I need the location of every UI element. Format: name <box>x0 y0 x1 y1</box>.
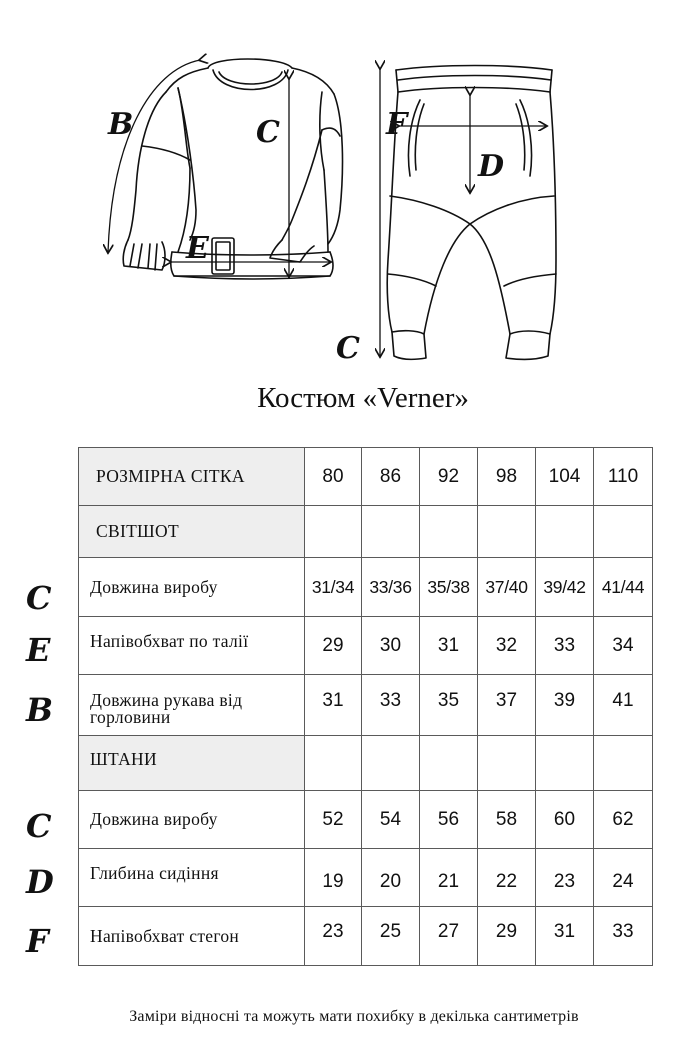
table-cell: 25 <box>362 907 420 966</box>
size-header: 98 <box>478 448 536 506</box>
table-cell: 30 <box>362 617 420 675</box>
table-cell: 29 <box>305 617 362 675</box>
table-row <box>79 675 653 736</box>
table-cell: 22 <box>478 849 536 907</box>
section-title: ШТАНИ <box>79 736 305 791</box>
table-cell: 58 <box>478 791 536 849</box>
garment-illustration <box>0 0 700 370</box>
table-row <box>79 907 653 966</box>
hip-label: F <box>386 107 408 142</box>
size-header: 110 <box>594 448 653 506</box>
row-label: Довжина виробу <box>79 791 305 849</box>
table-cell: 29 <box>478 907 536 966</box>
table-cell: 19 <box>305 849 362 907</box>
table-row <box>79 849 653 907</box>
row-label: Довжина рукава від горловини <box>79 675 305 736</box>
row-label: Напівобхват стегон <box>79 907 305 966</box>
table-cell: 52 <box>305 791 362 849</box>
row-label: Довжина виробу <box>79 558 305 617</box>
sleeve-label: B <box>108 107 134 142</box>
row-marker-waist: E <box>26 631 51 669</box>
table-cell: 23 <box>536 849 594 907</box>
table-cell: 37 <box>478 675 536 736</box>
pants-length-label: C <box>336 331 360 366</box>
table-cell: 62 <box>594 791 653 849</box>
row-label: Глибина сидіння <box>79 849 305 907</box>
table-cell: 39 <box>536 675 594 736</box>
table-cell: 24 <box>594 849 653 907</box>
table-cell: 32 <box>478 617 536 675</box>
table-row <box>79 617 653 675</box>
product-title: Костюм «Verner» <box>257 382 469 414</box>
waist-label: E <box>186 231 209 266</box>
size-header: 80 <box>305 448 362 506</box>
table-cell: 33 <box>536 617 594 675</box>
table-cell: 34 <box>594 617 653 675</box>
row-marker-seat: D <box>26 863 54 901</box>
table-cell: 56 <box>420 791 478 849</box>
section-title: СВІТШОТ <box>79 506 305 558</box>
row-marker-hip: F <box>26 922 49 960</box>
header-label: РОЗМІРНА СІТКА <box>79 448 305 506</box>
size-header: 104 <box>536 448 594 506</box>
table-cell: 33/36 <box>362 558 420 617</box>
table-cell: 20 <box>362 849 420 907</box>
pants-drawing <box>387 66 556 360</box>
row-marker-sweatshirt-length: C <box>26 579 52 617</box>
table-cell: 31 <box>420 617 478 675</box>
table-header-row <box>79 448 653 506</box>
row-marker-sleeve: B <box>26 691 54 729</box>
size-header: 86 <box>362 448 420 506</box>
table-cell: 27 <box>420 907 478 966</box>
size-chart-table <box>78 447 653 966</box>
table-cell: 35/38 <box>420 558 478 617</box>
section-row-pants <box>79 736 653 791</box>
table-row <box>79 791 653 849</box>
row-marker-pants-length: C <box>26 807 52 845</box>
table-cell: 37/40 <box>478 558 536 617</box>
table-cell: 54 <box>362 791 420 849</box>
table-cell: 31 <box>305 675 362 736</box>
table-cell: 21 <box>420 849 478 907</box>
table-cell: 33 <box>594 907 653 966</box>
footnote: Заміри відносні та можуть мати похибку в декілька сантиметрів <box>129 1008 579 1025</box>
table-cell: 33 <box>362 675 420 736</box>
row-label: Напівобхват по талії <box>79 617 305 675</box>
table-row <box>79 558 653 617</box>
seat-label: D <box>478 149 505 184</box>
table-cell: 31/34 <box>305 558 362 617</box>
section-row-sweatshirt <box>79 506 653 558</box>
table-cell: 23 <box>305 907 362 966</box>
table-cell: 60 <box>536 791 594 849</box>
table-cell: 31 <box>536 907 594 966</box>
sweatshirt-drawing <box>123 59 342 279</box>
table-cell: 41 <box>594 675 653 736</box>
size-header: 92 <box>420 448 478 506</box>
sweatshirt-length-label: C <box>256 115 280 150</box>
table-cell: 39/42 <box>536 558 594 617</box>
table-cell: 41/44 <box>594 558 653 617</box>
table-cell: 35 <box>420 675 478 736</box>
